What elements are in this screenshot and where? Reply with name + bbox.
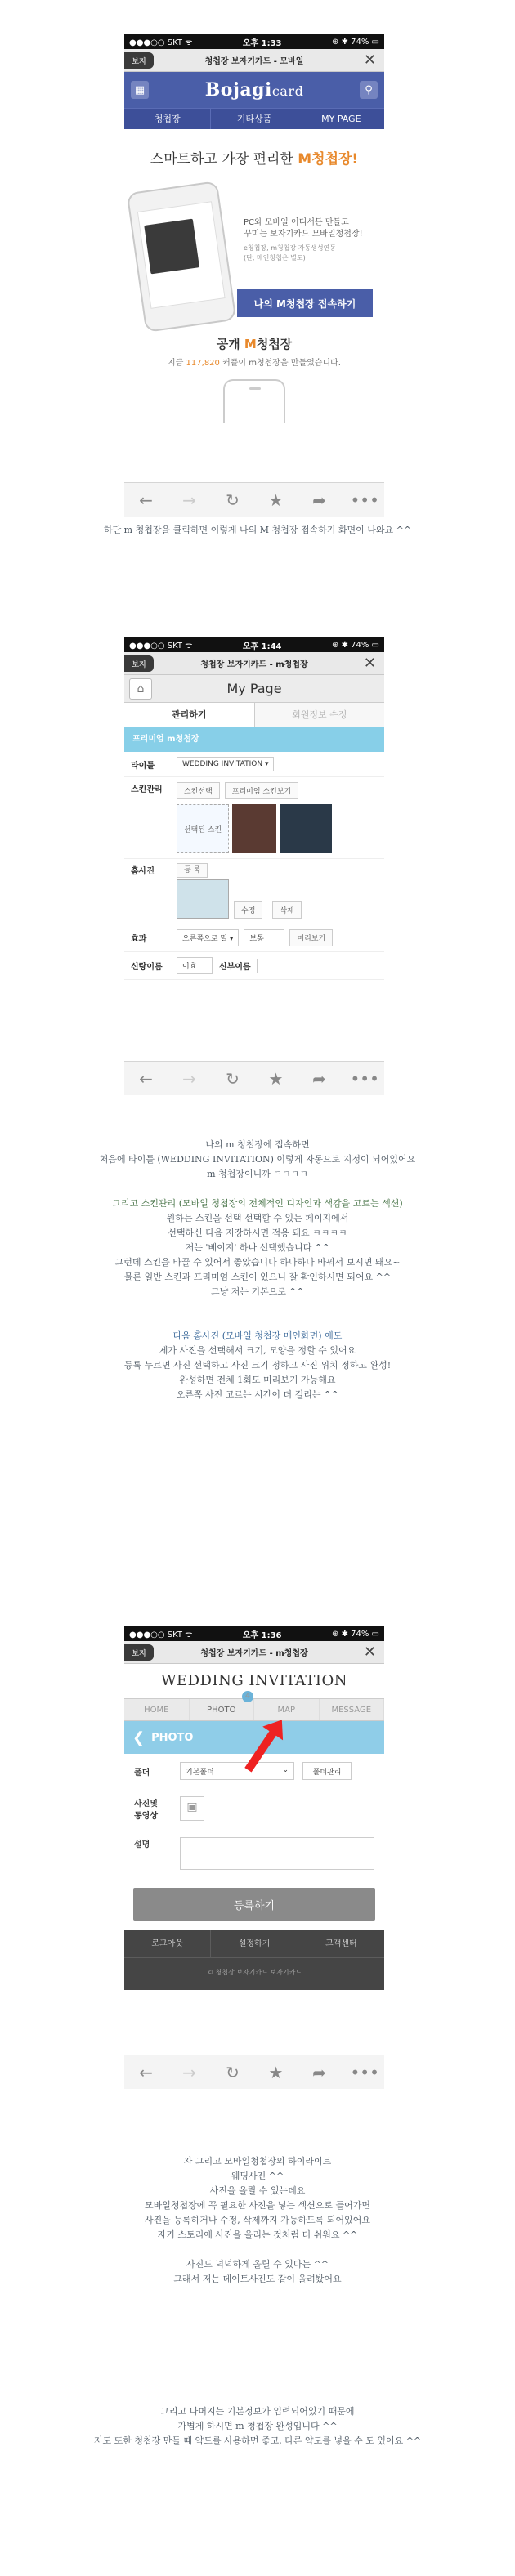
caption-line: 사진도 넉넉하게 올릴 수 있다는 ^^ bbox=[186, 2259, 329, 2270]
browser-toolbar bbox=[124, 2055, 384, 2089]
nav-item-mypage[interactable]: MY PAGE bbox=[321, 114, 361, 124]
names-row bbox=[124, 952, 384, 980]
caption-line bbox=[0, 2346, 515, 2360]
battery-status: ⊕ ✱ 74% ▭ bbox=[332, 640, 379, 650]
couple-count-text bbox=[124, 356, 384, 368]
logout-link[interactable]: 로그아웃 bbox=[124, 1930, 211, 1957]
folder-manage-button[interactable]: 폴더관리 bbox=[302, 1762, 352, 1780]
share-icon[interactable]: ➦ bbox=[312, 1068, 326, 1089]
skin-row bbox=[124, 777, 384, 859]
photo-delete-button[interactable]: 삭제 bbox=[272, 901, 301, 919]
bride-name-label: 신부이름 bbox=[219, 963, 251, 972]
home-photo-row bbox=[124, 859, 384, 924]
public-heading bbox=[124, 330, 384, 352]
tab-member-info[interactable]: 회원정보 수정 bbox=[255, 703, 385, 727]
caption-2 bbox=[0, 1138, 515, 1402]
skin-thumbnails bbox=[177, 804, 332, 853]
media-label-line-1: 사진및 bbox=[134, 1800, 158, 1809]
carrier-signal: ●●●○○ SKT ᯤ bbox=[129, 642, 193, 651]
folder-value: 기본폴더 bbox=[186, 1769, 214, 1777]
photo-preview-row bbox=[177, 874, 307, 919]
caption-line bbox=[0, 1299, 515, 1314]
share-icon[interactable]: ➦ bbox=[312, 490, 326, 510]
couple-count: 117,820 bbox=[186, 359, 220, 368]
more-icon[interactable]: ••• bbox=[350, 2062, 379, 2082]
share-icon[interactable]: ➦ bbox=[312, 2062, 326, 2082]
description-input[interactable] bbox=[180, 1837, 374, 1870]
caption-line: 자기 스토리에 사진을 올리는 것처럼 더 쉬워요 ^^ bbox=[157, 2229, 358, 2240]
title-label: 타이틀 bbox=[131, 761, 154, 771]
photo-register-button[interactable]: 등 록 bbox=[177, 863, 208, 878]
hero-headline bbox=[124, 147, 384, 168]
caption-line: 웨딩사진 ^^ bbox=[231, 2171, 284, 2181]
close-icon[interactable]: ✕ bbox=[363, 655, 376, 672]
site-header bbox=[124, 72, 384, 108]
count-suffix: 커플이 m청첩장을 만들었습니다. bbox=[219, 359, 341, 368]
headline-text: 스마트하고 가장 편리한 bbox=[150, 151, 298, 168]
desc-small-2: (단, 메인청첩은 별도) bbox=[244, 254, 306, 262]
home-photo-controls bbox=[177, 864, 307, 919]
close-icon[interactable]: ✕ bbox=[363, 51, 376, 69]
caption-line bbox=[0, 1314, 515, 1329]
effect-label: 효과 bbox=[131, 935, 147, 944]
skin-label: 스킨관리 bbox=[131, 785, 163, 794]
copyright: © 청첩장 보자기카드 보자기카드 bbox=[206, 1969, 302, 1976]
tab-map[interactable]: MAP bbox=[254, 1699, 320, 1720]
effect-select[interactable]: 오른쪽으로 밀 ▾ bbox=[177, 929, 239, 946]
folder-label: 폴더 bbox=[134, 1768, 150, 1778]
home-icon[interactable]: ⌂ bbox=[129, 678, 152, 700]
public-suffix: 청첩장 bbox=[256, 337, 293, 351]
browser-toolbar bbox=[124, 482, 384, 517]
browser-tab-stub[interactable]: 보지 bbox=[124, 1644, 154, 1661]
title-row bbox=[124, 752, 384, 777]
public-prefix: 공개 bbox=[216, 337, 244, 351]
skin-select-button[interactable]: 스킨선택 bbox=[177, 782, 220, 799]
mypage-title: My Page bbox=[226, 681, 282, 696]
groom-name-input[interactable]: 이효 bbox=[177, 957, 213, 974]
status-time: 오후 1:36 bbox=[242, 1630, 282, 1640]
caption-line: 사진을 등록하거나 수정, 삭제까지 가능하도록 되어있어요 bbox=[144, 2215, 370, 2225]
browser-title-bar bbox=[124, 49, 384, 72]
caption-line: 그리고 나머지는 기본정보가 입력되어있기 때문에 bbox=[160, 2406, 355, 2417]
mypage-header bbox=[124, 675, 384, 703]
reload-icon[interactable]: ↻ bbox=[226, 490, 240, 510]
battery-status: ⊕ ✱ 74% ▭ bbox=[332, 37, 379, 47]
settings-link[interactable]: 설정하기 bbox=[211, 1930, 298, 1957]
page-title: 청첩장 보자기카드 - 모바일 bbox=[204, 57, 304, 66]
close-icon[interactable]: ✕ bbox=[363, 1644, 376, 1661]
bookmark-icon[interactable]: ★ bbox=[268, 490, 284, 510]
photo-section-header[interactable] bbox=[124, 1721, 384, 1754]
photo-section-title: PHOTO bbox=[151, 1731, 194, 1744]
caption-line: 오른쪽 사진 고르는 시간이 더 걸리는 ^^ bbox=[176, 1389, 339, 1400]
skin-thumbnail[interactable] bbox=[280, 804, 332, 853]
caption-line: 가볍게 하시면 m 청첩장 완성입니다 ^^ bbox=[177, 2421, 338, 2431]
status-time: 오후 1:33 bbox=[242, 38, 282, 48]
caption-line: 그리고 스킨관리 (모바일 청첩장의 전체적인 디자인과 색감을 고르는 섹션) bbox=[112, 1198, 403, 1209]
public-section bbox=[124, 330, 384, 379]
carrier-signal: ●●●○○ SKT ᯤ bbox=[129, 38, 193, 47]
phone-outline-icon bbox=[223, 379, 285, 423]
caption-line bbox=[0, 2243, 515, 2257]
status-bar bbox=[124, 34, 384, 49]
public-highlight: M bbox=[244, 337, 257, 351]
tab-home[interactable]: HOME bbox=[124, 1699, 190, 1720]
desc-small-1: e청첩장, m청첩장 자동생성연동 bbox=[244, 244, 337, 252]
media-label-line-2: 동영상 bbox=[134, 1812, 158, 1821]
browser-title-bar bbox=[124, 652, 384, 675]
caption-line bbox=[0, 2301, 515, 2316]
selected-skin-tile[interactable]: 선택된 스킨 bbox=[177, 804, 229, 853]
caption-line: 그래서 저는 데이트사진도 같이 올려봤어요 bbox=[173, 2274, 342, 2284]
caption-line: 원하는 스킨을 선택 선택할 수 있는 페이지에서 bbox=[166, 1213, 349, 1223]
caption-line: 사진을 올릴 수 있는데요 bbox=[209, 2185, 306, 2196]
description-row bbox=[124, 1829, 384, 1878]
submit-button[interactable]: 등록하기 bbox=[133, 1888, 375, 1921]
phone-illustration bbox=[127, 181, 237, 333]
back-icon[interactable]: ← bbox=[139, 2062, 153, 2082]
caption-line bbox=[0, 2287, 515, 2301]
nav-item-invitation[interactable]: 청첩장 bbox=[124, 109, 211, 129]
browser-tab-stub[interactable]: 보지 bbox=[124, 655, 154, 672]
browser-toolbar bbox=[124, 1061, 384, 1095]
bookmark-icon[interactable]: ★ bbox=[268, 2062, 284, 2082]
folder-select[interactable] bbox=[180, 1762, 294, 1780]
caption-line: 모바일청첩장에 꼭 필요한 사진을 넣는 섹션으로 들어가면 bbox=[144, 2200, 370, 2211]
wedding-photo-thumbnail bbox=[144, 219, 199, 275]
phone-screenshot-1 bbox=[124, 34, 384, 517]
browser-title-bar bbox=[124, 1641, 384, 1664]
battery-status: ⊕ ✱ 74% ▭ bbox=[332, 1629, 379, 1639]
main-nav bbox=[124, 108, 384, 129]
count-prefix: 지금 bbox=[168, 359, 186, 368]
desc-line-2: 꾸미는 보자기카드 모바일청첩장! bbox=[244, 230, 363, 239]
hero-banner bbox=[124, 129, 384, 330]
chevron-left-icon[interactable]: ❮ bbox=[132, 1729, 146, 1746]
customer-center-link[interactable]: 고객센터 bbox=[325, 1939, 357, 1948]
site-logo[interactable] bbox=[205, 79, 304, 101]
caption-line bbox=[0, 1182, 515, 1196]
title-select[interactable]: WEDDING INVITATION ▾ bbox=[177, 757, 274, 771]
logo-main: Bojagi bbox=[204, 79, 272, 101]
home-photo-thumbnail bbox=[177, 879, 229, 919]
caption-line: 자 그리고 모바일청첩장의 하이라이트 bbox=[183, 2156, 332, 2167]
headline-highlight: M청첩장! bbox=[298, 151, 359, 168]
groom-name-label: 신랑이름 bbox=[131, 963, 163, 972]
caption-line bbox=[0, 2390, 515, 2404]
status-bar bbox=[124, 1626, 384, 1641]
caption-line: 제가 사진을 선택해서 크기, 모양을 정할 수 있어요 bbox=[159, 1345, 356, 1356]
nav-item-other-products[interactable]: 기타상품 bbox=[211, 109, 298, 129]
caption-line: 하단 m 청첩장을 클릭하면 이렇게 나의 M 청첩장 접속하기 화면이 나와요 ^^ bbox=[103, 525, 412, 535]
description-label: 설명 bbox=[134, 1840, 150, 1849]
phone-screenshot-3 bbox=[124, 1626, 384, 2089]
desc-line-1: PC와 모바일 어디서든 만들고 bbox=[244, 218, 349, 227]
reload-icon[interactable]: ↻ bbox=[226, 2062, 240, 2082]
caption-line: 다음 홈사진 (모바일 청첩장 메인화면) 에도 bbox=[172, 1330, 343, 1341]
caption-line bbox=[0, 2316, 515, 2331]
page-title: 청첩장 보자기카드 - m청첩장 bbox=[200, 1649, 308, 1658]
photo-edit-button[interactable]: 수정 bbox=[234, 901, 262, 919]
caption-line: 등록 누르면 사진 선택하고 사진 크기 정하고 사진 위치 정하고 완성! bbox=[123, 1360, 392, 1371]
caption-line bbox=[0, 2375, 515, 2390]
tab-photo[interactable]: PHOTO bbox=[190, 1699, 255, 1720]
browser-tab-stub[interactable]: 보지 bbox=[124, 52, 154, 69]
tab-message[interactable]: MESSAGE bbox=[320, 1699, 385, 1720]
caption-line: 처음에 타이틀 (WEDDING INVITATION) 이렇게 자동으로 지정이 되어있어요 bbox=[99, 1154, 416, 1165]
site-footer bbox=[124, 1930, 384, 1990]
mypage-tabs bbox=[124, 703, 384, 727]
grid-menu-icon[interactable]: ▦ bbox=[131, 81, 149, 99]
phone-screenshot-2 bbox=[124, 637, 384, 1095]
forward-icon[interactable]: → bbox=[182, 2062, 196, 2082]
caption-line bbox=[0, 2331, 515, 2346]
search-icon[interactable]: ⚲ bbox=[360, 81, 378, 99]
logo-sub: card bbox=[271, 83, 304, 99]
media-row bbox=[124, 1788, 384, 1829]
invitation-title: WEDDING INVITATION bbox=[160, 1672, 348, 1689]
caption-line: 나의 m 청첩장에 접속하면 bbox=[205, 1139, 310, 1150]
bride-name-input[interactable] bbox=[257, 959, 302, 973]
premium-banner: 프리미엄 m청첩장 bbox=[124, 727, 384, 752]
caption-line: 물론 일반 스킨과 프리미엄 스킨이 있으니 잘 확인하시면 되어요 ^^ bbox=[123, 1272, 392, 1282]
effect-speed-select[interactable]: 보통 bbox=[244, 929, 284, 946]
caption-line: 저는 '베이지' 하나 선택했습니다 ^^ bbox=[185, 1242, 330, 1253]
premium-skin-preview-button[interactable]: 프리미엄 스킨보기 bbox=[225, 782, 298, 799]
caption-3 bbox=[0, 2154, 515, 2449]
caption-1 bbox=[0, 523, 515, 538]
caption-line: m 청첩장이니까 ㅋㅋㅋㅋ bbox=[207, 1169, 308, 1179]
forward-icon[interactable]: → bbox=[182, 490, 196, 510]
caption-line: 그런데 스킨을 바꿀 수 있어서 좋았습니다 하나하나 바꿔서 보시면 돼요~ bbox=[114, 1257, 401, 1268]
camera-icon[interactable]: ▣ bbox=[180, 1796, 204, 1821]
invitation-tabs bbox=[124, 1692, 384, 1721]
more-icon[interactable]: ••• bbox=[350, 1068, 379, 1089]
footer-links bbox=[124, 1930, 384, 1958]
caption-line: 선택하신 다음 저장하시면 적용 돼요 ㅋㅋㅋㅋ bbox=[168, 1228, 347, 1238]
status-time: 오후 1:44 bbox=[242, 642, 282, 651]
back-icon[interactable]: ← bbox=[139, 1068, 153, 1089]
forward-icon[interactable]: → bbox=[182, 1068, 196, 1089]
media-label bbox=[134, 1796, 180, 1821]
my-minvitation-button[interactable]: 나의 M청첩장 접속하기 bbox=[237, 289, 373, 317]
skin-thumbnail[interactable] bbox=[232, 804, 276, 853]
bookmark-icon[interactable]: ★ bbox=[268, 1068, 284, 1089]
caption-line bbox=[0, 2360, 515, 2375]
home-photo-label: 홈사진 bbox=[131, 867, 154, 876]
tab-manage[interactable]: 관리하기 bbox=[124, 703, 255, 727]
photo-count-badge: 4 bbox=[242, 1691, 253, 1702]
reload-icon[interactable]: ↻ bbox=[226, 1068, 240, 1089]
back-icon[interactable]: ← bbox=[139, 490, 153, 510]
status-bar bbox=[124, 637, 384, 652]
skin-controls bbox=[177, 782, 332, 853]
carrier-signal: ●●●○○ SKT ᯤ bbox=[129, 1630, 193, 1639]
more-icon[interactable]: ••• bbox=[350, 490, 379, 510]
page-title: 청첩장 보자기카드 - m청첩장 bbox=[200, 660, 308, 669]
effect-row bbox=[124, 924, 384, 952]
skin-buttons bbox=[177, 782, 332, 799]
hero-description bbox=[244, 217, 374, 263]
caption-line: 그냥 저는 기본으로 ^^ bbox=[211, 1286, 304, 1297]
caption-line: 완성하면 전체 1회도 미리보기 가능해요 bbox=[179, 1375, 336, 1385]
chevron-down-icon: ⌄ bbox=[282, 1766, 289, 1774]
caption-line: 저도 또한 청첩장 만들 때 약도를 사용하면 좋고, 다른 약도를 넣을 수 도 있어요 ^^ bbox=[93, 2435, 422, 2446]
effect-preview-button[interactable]: 미리보기 bbox=[289, 929, 333, 946]
